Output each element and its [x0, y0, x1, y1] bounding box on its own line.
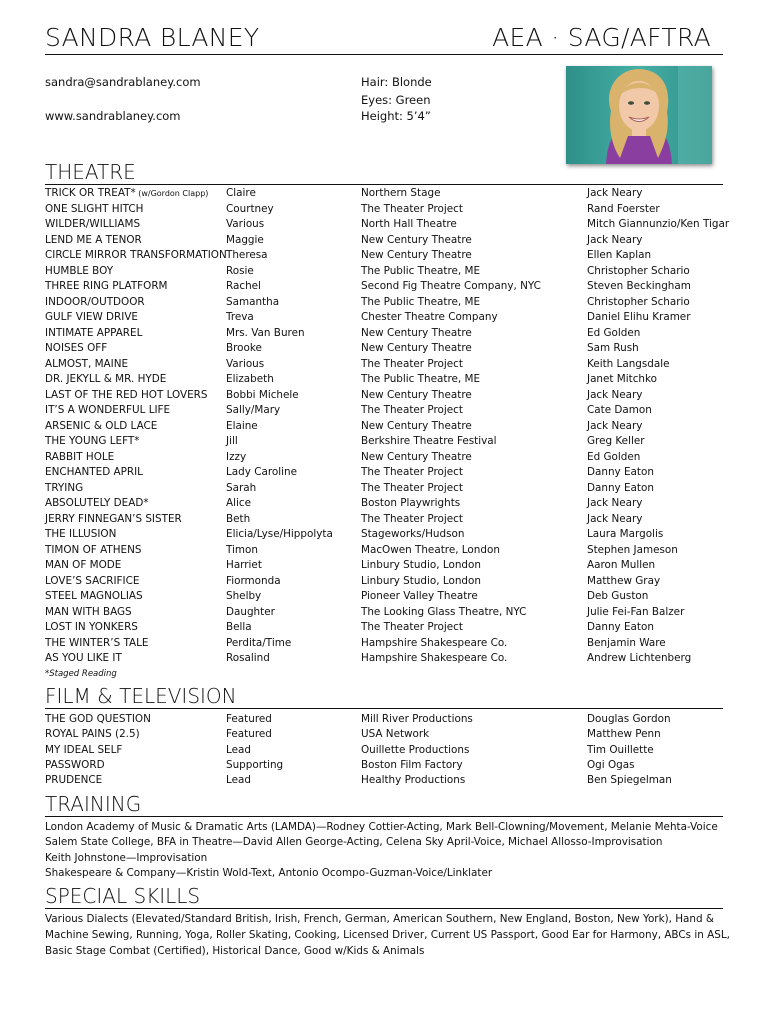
website-link[interactable]: www.sandrablaney.com [45, 109, 181, 123]
director-name: Jack Neary [587, 497, 643, 509]
director-name: Danny Eaton [587, 621, 654, 633]
venue-name: The Theater Project [361, 621, 463, 633]
role-name: Featured [226, 713, 272, 725]
director-name: Christopher Schario [587, 295, 690, 308]
venue-name: Berkshire Theatre Festival [361, 435, 497, 447]
director-name: Ben Spiegelman [587, 774, 672, 787]
director-name: Danny Eaton [587, 466, 654, 478]
production-title: ROYAL PAINS (2.5) [45, 728, 140, 741]
credit-note: (w/Gordon Clapp) [135, 189, 209, 198]
role-name: Various [226, 357, 265, 370]
venue-name: Stageworks/Hudson [361, 528, 465, 540]
skills-line: Basic Stage Combat (Certified), Historical Dance, Good w/Kids & Animals [45, 945, 425, 957]
role-name: Mrs. Van Buren [226, 326, 305, 339]
role-name: Elicia/Lyse/Hippolyta [226, 528, 333, 540]
production-title: ALMOST, MAINE [45, 357, 129, 370]
venue-name: New Century Theatre [361, 419, 472, 432]
venue-name: Ouillette Productions [361, 743, 470, 756]
venue-name: The Theater Project [361, 512, 463, 525]
role-name: Courtney [226, 202, 274, 215]
director-name: Douglas Gordon [587, 713, 671, 725]
director-name: Ed Golden [587, 326, 641, 339]
venue-name: Chester Theatre Company [361, 311, 498, 323]
credit-row [45, 759, 735, 775]
credit-row [45, 744, 735, 760]
production-title: JERRY FINNEGAN’S SISTER [45, 512, 182, 525]
role-name: Lead [226, 774, 251, 787]
role-name: Daughter [226, 605, 275, 618]
director-name: Christopher Schario [587, 264, 690, 277]
production-title: RABBIT HOLE [45, 450, 115, 463]
role-name: Lead [226, 743, 251, 756]
credit-row [45, 234, 735, 250]
director-name: Andrew Lichtenberg [587, 652, 692, 664]
credit-row [45, 482, 735, 498]
credit-row [45, 590, 735, 606]
role-name: Bella [226, 621, 252, 633]
director-name: Greg Keller [587, 435, 645, 447]
credit-row [45, 559, 735, 575]
production-title: THE GOD QUESTION [45, 713, 151, 725]
production-title: IT’S A WONDERFUL LIFE [45, 404, 171, 416]
production-title: ONE SLIGHT HITCH [45, 202, 144, 215]
venue-name: The Theater Project [361, 481, 463, 494]
credit-row [45, 342, 735, 358]
venue-name: New Century Theatre [361, 388, 472, 401]
venue-name: Pioneer Valley Theatre [361, 590, 478, 602]
role-name: Brooke [226, 342, 262, 354]
role-name: Samantha [226, 295, 280, 308]
venue-name: The Theater Project [361, 202, 463, 215]
credit-row [45, 497, 735, 513]
director-name: Stephen Jameson [587, 543, 678, 556]
director-name: Rand Foerster [587, 202, 660, 215]
venue-name: New Century Theatre [361, 450, 472, 463]
venue-name: Linbury Studio, London [361, 574, 481, 587]
director-name: Benjamin Ware [587, 636, 666, 649]
credit-row [45, 528, 735, 544]
credit-row [45, 466, 735, 482]
role-name: Various [226, 218, 265, 230]
training-line: Keith Johnstone—Improvisation [45, 852, 208, 864]
director-name: Julie Fei-Fan Balzer [587, 605, 685, 618]
production-title: ARSENIC & OLD LACE [45, 419, 158, 432]
production-title: LAST OF THE RED HOT LOVERS [45, 388, 208, 401]
credit-row [45, 713, 735, 729]
venue-name: The Theater Project [361, 357, 463, 370]
credit-row [45, 513, 735, 529]
credit-row [45, 203, 735, 219]
credit-row [45, 373, 735, 389]
credit-row [45, 311, 735, 327]
director-name: Matthew Gray [587, 574, 661, 587]
role-name: Claire [226, 187, 256, 199]
production-title: MAN WITH BAGS [45, 605, 132, 618]
credit-row [45, 621, 735, 637]
director-name: Deb Guston [587, 590, 649, 602]
director-name: Ed Golden [587, 450, 641, 463]
director-name: Aaron Mullen [587, 559, 656, 571]
production-title: ABSOLUTELY DEAD* [45, 497, 149, 509]
venue-name: Second Fig Theatre Company, NYC [361, 280, 541, 292]
production-title: THE ILLUSION [45, 528, 117, 540]
film-heading: FILM & TELEVISION [45, 686, 723, 709]
role-name: Bobbi Michele [226, 388, 299, 401]
credit-row [45, 575, 735, 591]
credit-row [45, 327, 735, 343]
credit-row [45, 358, 735, 374]
production-title: PASSWORD [45, 758, 105, 771]
role-name: Shelby [226, 590, 262, 602]
headshot-image [566, 66, 712, 164]
resume-header [45, 24, 723, 55]
director-name: Daniel Elihu Kramer [587, 311, 691, 323]
venue-name: North Hall Theatre [361, 218, 457, 230]
union-affiliations: AEA · SAG/AFTRA [492, 23, 711, 52]
credit-row [45, 451, 735, 467]
production-title: CIRCLE MIRROR TRANSFORMATION [45, 249, 227, 261]
production-title: HUMBLE BOY [45, 264, 114, 277]
venue-name: New Century Theatre [361, 326, 472, 339]
credit-row [45, 218, 735, 234]
director-name: Keith Langsdale [587, 357, 670, 370]
director-name: Ogi Ogas [587, 758, 635, 771]
role-name: Sally/Mary [226, 404, 281, 416]
role-name: Rosie [226, 264, 254, 277]
training-heading: TRAINING [45, 794, 723, 817]
production-title: LOST IN YONKERS [45, 621, 138, 633]
venue-name: The Theater Project [361, 404, 463, 416]
role-name: Sarah [226, 481, 257, 494]
production-title: MY IDEAL SELF [45, 743, 123, 756]
production-title: LEND ME A TENOR [45, 233, 142, 246]
credit-row [45, 728, 735, 744]
credit-row [45, 420, 735, 436]
credit-row [45, 187, 735, 203]
production-title: STEEL MAGNOLIAS [45, 590, 143, 602]
production-title: GULF VIEW DRIVE [45, 311, 138, 323]
role-name: Izzy [226, 450, 247, 463]
skills-line: Various Dialects (Elevated/Standard British, Irish, French, German, American Southern, New England, Boston, New York), Hand & [45, 913, 715, 925]
venue-name: New Century Theatre [361, 342, 472, 354]
role-name: Alice [226, 497, 251, 509]
venue-name: New Century Theatre [361, 249, 472, 261]
role-name: Jill [226, 435, 238, 447]
production-title: INTIMATE APPAREL [45, 326, 143, 339]
theatre-heading: THEATRE [45, 162, 723, 185]
credit-row [45, 637, 735, 653]
role-name: Lady Caroline [226, 466, 297, 478]
venue-name: Healthy Productions [361, 774, 466, 787]
skills-line: Machine Sewing, Running, Yoga, Roller Skating, Cooking, Licensed Driver, Current US Passport, Good Ear for Harmony, ABCs in ASL, [45, 929, 730, 941]
production-title: WILDER/WILLIAMS [45, 218, 141, 230]
director-name: Jack Neary [587, 388, 643, 401]
production-title: ENCHANTED APRIL [45, 466, 143, 478]
venue-name: Boston Playwrights [361, 497, 461, 509]
director-name: Laura Margolis [587, 528, 664, 540]
director-name: Cate Damon [587, 404, 652, 416]
role-name: Perdita/Time [226, 636, 292, 649]
email-link[interactable]: sandra@sandrablaney.com [45, 75, 201, 89]
staged-reading-note: *Staged Reading [45, 669, 117, 679]
production-title: DR. JEKYLL & MR. HYDE [45, 373, 167, 385]
director-name: Sam Rush [587, 342, 639, 354]
production-title: THE YOUNG LEFT* [45, 435, 140, 447]
credit-row [45, 265, 735, 281]
venue-name: The Public Theatre, ME [361, 295, 481, 308]
production-title: MAN OF MODE [45, 559, 122, 571]
venue-name: The Public Theatre, ME [361, 373, 481, 385]
headshot-photo [566, 66, 712, 164]
production-title: INDOOR/OUTDOOR [45, 295, 145, 308]
director-name: Matthew Penn [587, 728, 661, 741]
credit-row [45, 296, 735, 312]
venue-name: The Public Theatre, ME [361, 264, 481, 277]
director-name: Jack Neary [587, 187, 643, 199]
venue-name: MacOwen Theatre, London [361, 543, 500, 556]
role-name: Elizabeth [226, 373, 274, 385]
production-title: PRUDENCE [45, 774, 103, 787]
role-name: Maggie [226, 233, 264, 246]
venue-name: New Century Theatre [361, 233, 472, 246]
venue-name: The Looking Glass Theatre, NYC [361, 605, 527, 618]
production-title: THREE RING PLATFORM [45, 280, 168, 292]
credit-row [45, 652, 735, 668]
director-name: Mitch Giannunzio/Ken Tigar [587, 218, 730, 230]
production-title: NOISES OFF [45, 342, 108, 354]
role-name: Fiormonda [226, 574, 281, 587]
training-line: London Academy of Music & Dramatic Arts (LAMDA)—Rodney Cottier-Acting, Mark Bell-Clowning/Movement, Melanie Mehta-Voice [45, 821, 718, 833]
venue-name: Boston Film Factory [361, 758, 463, 771]
eye-color: Eyes: Green [361, 93, 431, 107]
director-name: Ellen Kaplan [587, 249, 652, 261]
venue-name: USA Network [361, 728, 430, 741]
venue-name: Linbury Studio, London [361, 559, 481, 571]
production-title: TIMON OF ATHENS [45, 543, 142, 556]
credit-row [45, 249, 735, 265]
skills-heading: SPECIAL SKILLS [45, 886, 723, 909]
venue-name: The Theater Project [361, 466, 463, 478]
credit-row [45, 389, 735, 405]
credit-row [45, 544, 735, 560]
director-name: Danny Eaton [587, 481, 654, 494]
role-name: Rosalind [226, 652, 270, 664]
role-name: Treva [226, 311, 254, 323]
training-line: Shakespeare & Company—Kristin Wold-Text, Antonio Ocompo-Guzman-Voice/Linklater [45, 867, 493, 879]
credit-row [45, 606, 735, 622]
role-name: Timon [226, 543, 258, 556]
venue-name: Hampshire Shakespeare Co. [361, 636, 508, 649]
director-name: Tim Ouillette [587, 743, 654, 756]
production-title: TRYING [45, 481, 84, 494]
role-name: Rachel [226, 280, 261, 292]
director-name: Jack Neary [587, 233, 643, 246]
venue-name: Hampshire Shakespeare Co. [361, 652, 508, 664]
venue-name: Northern Stage [361, 187, 441, 199]
role-name: Featured [226, 728, 272, 741]
role-name: Harriet [226, 559, 262, 571]
credit-row [45, 774, 735, 790]
role-name: Theresa [226, 249, 268, 261]
director-name: Jack Neary [587, 512, 643, 525]
role-name: Supporting [226, 758, 284, 771]
height: Height: 5’4” [361, 109, 431, 123]
training-line: Salem State College, BFA in Theatre—David Allen George-Acting, Celena Sky April-Voice, Michael Allosso-Improvisation [45, 836, 663, 848]
production-title: AS YOU LIKE IT [45, 652, 122, 664]
role-name: Beth [226, 512, 251, 525]
production-title: THE WINTER’S TALE [45, 636, 149, 649]
credit-row [45, 404, 735, 420]
actor-name: SANDRA BLANEY [45, 23, 260, 52]
venue-name: Mill River Productions [361, 713, 473, 725]
director-name: Janet Mitchko [587, 373, 658, 385]
credit-row [45, 280, 735, 296]
role-name: Elaine [226, 419, 258, 432]
production-title: LOVE’S SACRIFICE [45, 574, 140, 587]
production-title: TRICK OR TREAT* (w/Gordon Clapp) [45, 187, 209, 199]
director-name: Steven Beckingham [587, 280, 691, 292]
director-name: Jack Neary [587, 419, 643, 432]
hair-color: Hair: Blonde [361, 75, 432, 89]
credit-row [45, 435, 735, 451]
